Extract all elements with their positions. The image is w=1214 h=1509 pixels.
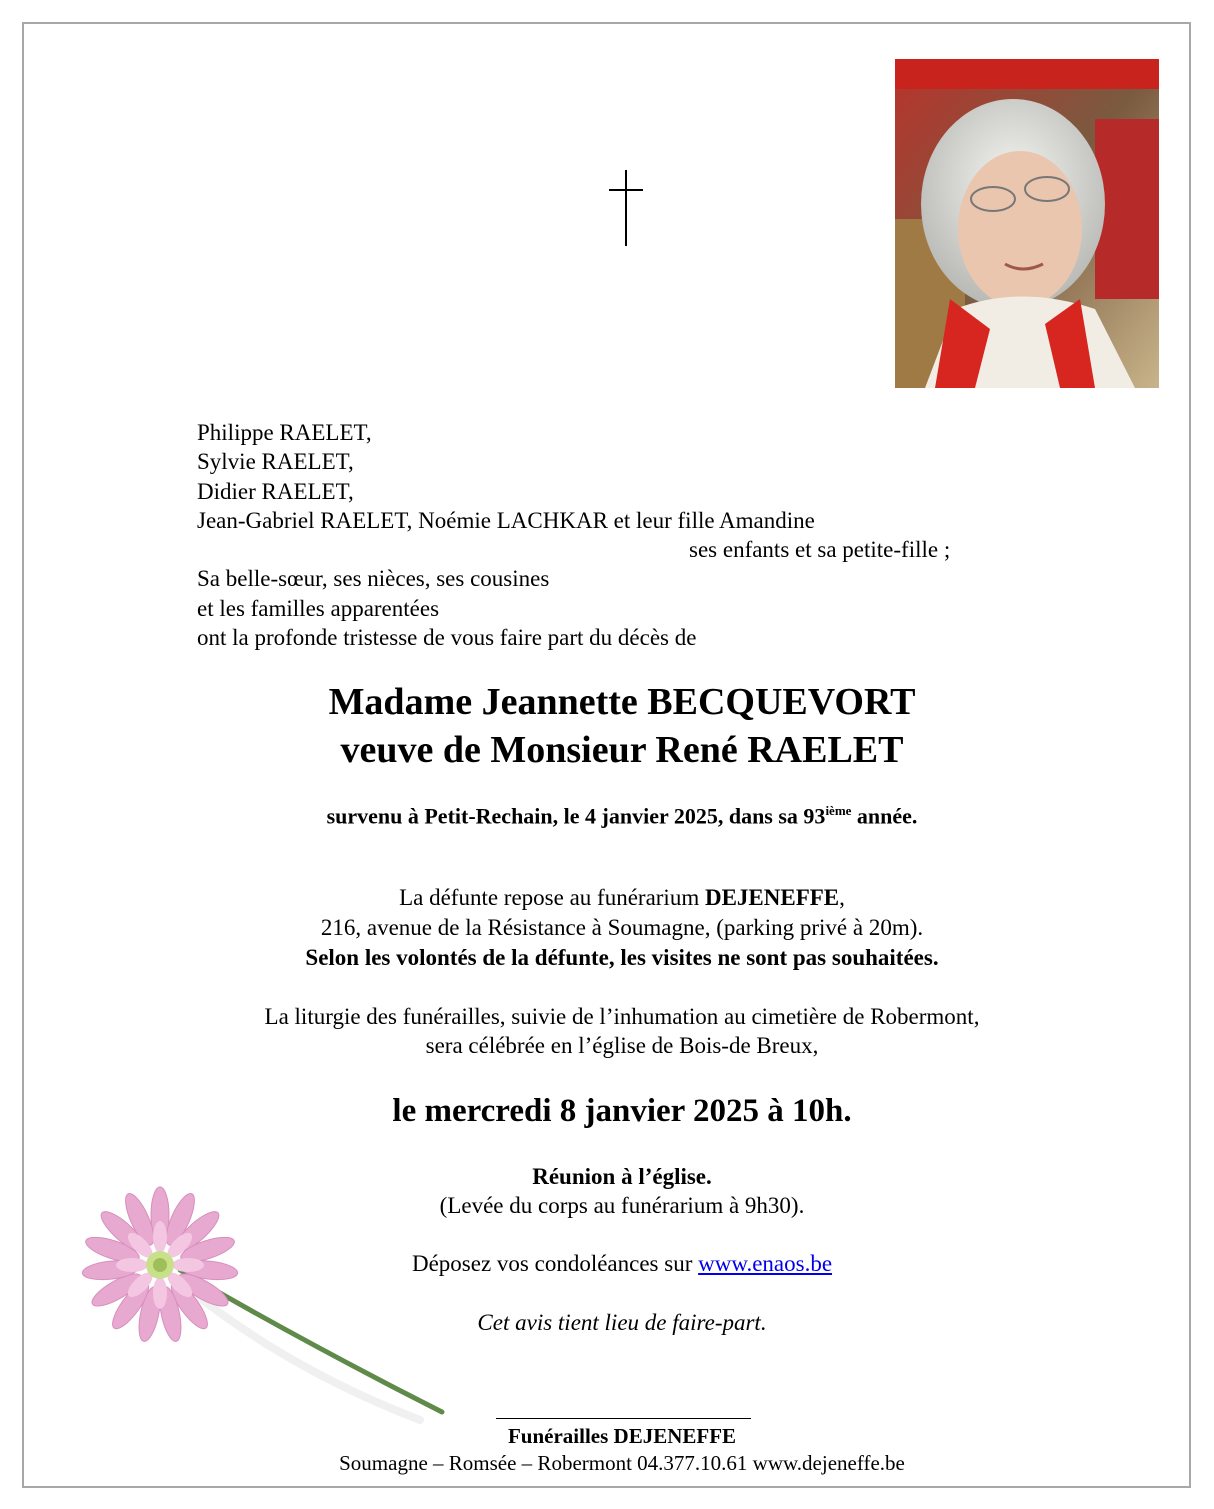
flower-illustration	[70, 1170, 470, 1430]
family-member: Sylvie RAELET,	[197, 449, 354, 475]
portrait-image	[895, 59, 1159, 388]
footer-divider	[496, 1418, 751, 1419]
footer-company: Funérailles DEJENEFFE	[507, 1424, 737, 1448]
family-line: et les familles apparentées	[197, 595, 440, 621]
family-announcement	[197, 418, 997, 652]
rest-line-1	[22, 885, 1214, 911]
rest-prefix: La défunte repose au funérarium	[399, 885, 705, 910]
death-tail: année.	[851, 803, 918, 829]
liturgy-line-2: sera célébrée en l’église de Bois-de Breux,	[425, 1033, 819, 1058]
family-line: ont la profonde tristesse de vous faire part du décès de	[197, 625, 697, 651]
rest-wishes: Selon les volontés de la défunte, les visites ne sont pas souhaitées.	[305, 945, 939, 970]
portrait-photo	[895, 59, 1159, 388]
liturgy-line-1: La liturgie des funérailles, suivie de l’inhumation au cimetière de Robermont,	[264, 1004, 980, 1029]
family-relation: ses enfants et sa petite-fille ;	[689, 537, 951, 563]
deceased-name: Madame Jeannette BECQUEVORT	[328, 681, 916, 723]
rest-suffix: ,	[839, 885, 845, 910]
death-main: survenu à Petit-Rechain, le 4 janvier 2025, dans sa 93	[326, 803, 826, 829]
rest-address: 216, avenue de la Résistance à Soumagne, (parking privé à 20m).	[320, 915, 924, 940]
family-line: Sa belle-sœur, ses nièces, ses cousines	[197, 566, 550, 592]
condolences-link[interactable]: www.enaos.be	[698, 1251, 833, 1276]
family-member: Didier RAELET,	[197, 478, 354, 504]
rest-funeral-home: DEJENEFFE	[704, 885, 840, 910]
meeting-detail: (Levée du corps au funérarium à 9h30).	[439, 1193, 805, 1218]
death-info	[22, 803, 1214, 829]
family-member: Philippe RAELET,	[197, 420, 372, 445]
meeting-title: Réunion à l’église.	[532, 1164, 712, 1189]
family-member: Jean-Gabriel RAELET, Noémie LACHKAR et leur fille Amandine	[197, 507, 815, 533]
notice-text: Cet avis tient lieu de faire-part.	[477, 1310, 767, 1335]
ceremony-date: le mercredi 8 janvier 2025 à 10h.	[392, 1093, 852, 1129]
flower-icon	[70, 1170, 470, 1430]
cross-icon	[609, 170, 643, 246]
death-sup: ième	[825, 803, 852, 818]
condolences-prefix: Déposez vos condoléances sur	[411, 1251, 699, 1276]
footer-contact: Soumagne – Romsée – Robermont 04.377.10.61 www.dejeneffe.be	[339, 1451, 905, 1475]
deceased-spouse: veuve de Monsieur René RAELET	[340, 729, 904, 771]
